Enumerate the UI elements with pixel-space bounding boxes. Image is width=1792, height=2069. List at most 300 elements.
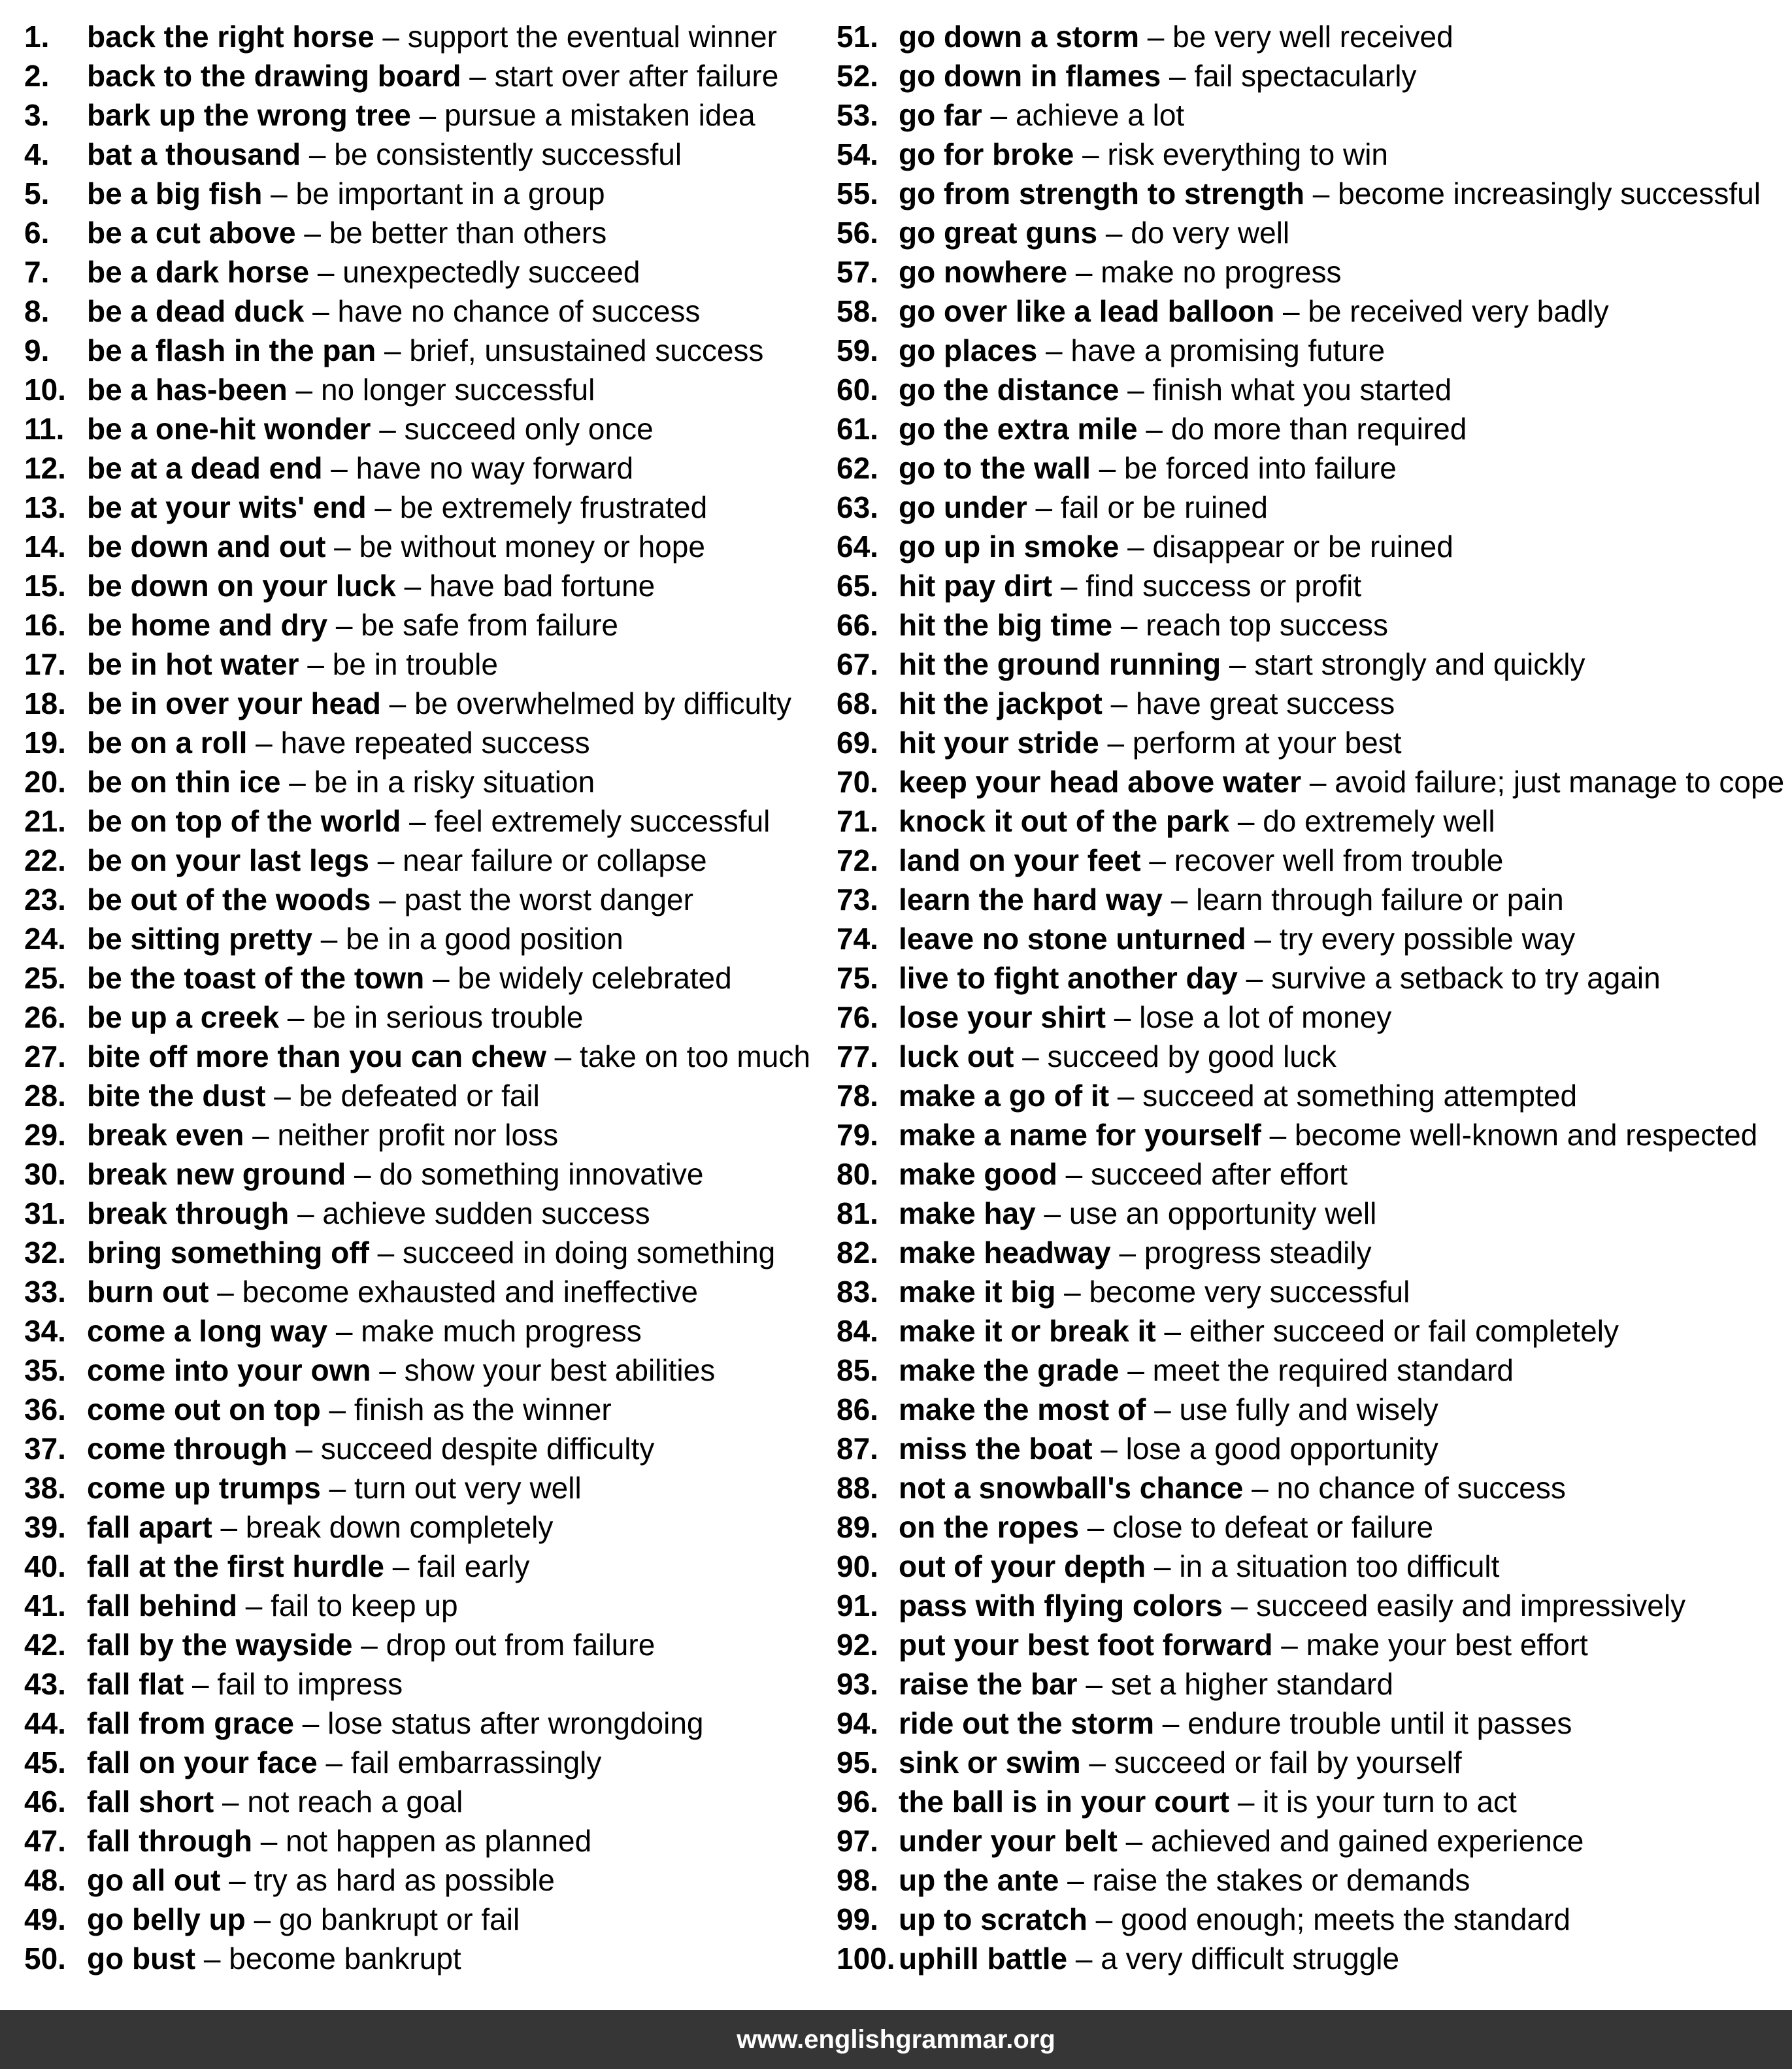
- dash-separator: –: [309, 255, 343, 289]
- item-number: 53.: [837, 98, 878, 132]
- idiom-term: pass with flying colors: [899, 1589, 1223, 1623]
- idiom-entry: [87, 1076, 540, 1115]
- idiom-entry: [87, 56, 778, 95]
- idiom-definition: succeed at something attempted: [1142, 1079, 1578, 1113]
- dash-separator: –: [1222, 1589, 1257, 1623]
- idiom-definition: try as hard as possible: [254, 1863, 555, 1897]
- idiom-term: come up trumps: [87, 1471, 321, 1505]
- idiom-entry: [899, 1311, 1619, 1351]
- idiom-definition: lose status after wrongdoing: [327, 1706, 704, 1740]
- idiom-entry: [899, 605, 1388, 645]
- footer-website-link[interactable]: www.englishgrammar.org: [737, 2025, 1055, 2054]
- idiom-list-item: [24, 1507, 821, 1547]
- item-number: 58.: [837, 294, 878, 328]
- idiom-entry: [87, 1115, 558, 1154]
- dash-separator: –: [320, 1471, 354, 1505]
- idiom-definition: become exhausted and ineffective: [242, 1275, 698, 1309]
- idiom-list-item: [837, 17, 1784, 56]
- idiom-entry: [87, 1821, 591, 1860]
- dash-separator: –: [1112, 608, 1146, 642]
- idiom-list-item: [837, 1194, 1784, 1233]
- idiom-definition: find success or profit: [1086, 569, 1362, 603]
- dash-separator: –: [299, 647, 333, 681]
- dash-separator: –: [1110, 1236, 1144, 1270]
- idiom-term: back to the drawing board: [87, 59, 461, 93]
- idiom-definition: progress steadily: [1144, 1236, 1372, 1270]
- idiom-term: ride out the storm: [899, 1706, 1155, 1740]
- dash-separator: –: [376, 333, 410, 367]
- item-number: 31.: [24, 1196, 66, 1230]
- idiom-definition: neither profit nor loss: [277, 1118, 559, 1152]
- idiom-entry: [899, 1547, 1499, 1586]
- dash-separator: –: [237, 1589, 271, 1623]
- idiom-list-item: [24, 1115, 821, 1154]
- idiom-definition: be extremely frustrated: [399, 490, 708, 524]
- idiom-definition: be without money or hope: [359, 530, 705, 564]
- idiom-definition: perform at your best: [1132, 726, 1402, 760]
- idiom-term: break new ground: [87, 1157, 346, 1191]
- idiom-definition: be defeated or fail: [299, 1079, 540, 1113]
- idiom-definition: break down completely: [245, 1510, 554, 1544]
- idiom-entry: [899, 1272, 1410, 1311]
- idiom-list-item: [837, 95, 1784, 135]
- dash-separator: –: [1055, 1275, 1089, 1309]
- dash-separator: –: [366, 490, 400, 524]
- idiom-term: make it big: [899, 1275, 1056, 1309]
- idiom-definition: near failure or collapse: [403, 843, 707, 877]
- idiom-entry: [87, 841, 707, 880]
- dash-separator: –: [265, 1079, 299, 1113]
- idiom-entry: [899, 17, 1453, 56]
- item-number: 15.: [24, 569, 66, 603]
- idiom-entry: [87, 1704, 704, 1743]
- item-number: 72.: [837, 843, 878, 877]
- dash-separator: –: [1155, 1314, 1189, 1348]
- idiom-term: on the ropes: [899, 1510, 1080, 1544]
- idiom-term: burn out: [87, 1275, 209, 1309]
- idiom-term: be up a creek: [87, 1000, 280, 1034]
- idiom-definition: go bankrupt or fail: [278, 1902, 520, 1936]
- idiom-term: hit your stride: [899, 726, 1099, 760]
- idiom-definition: succeed only once: [404, 412, 654, 446]
- idiom-list-item: [837, 1860, 1784, 1900]
- idiom-entry: [899, 762, 1784, 801]
- item-number: 64.: [837, 530, 878, 564]
- dash-separator: –: [1229, 1785, 1263, 1819]
- item-number: 36.: [24, 1392, 66, 1426]
- item-number: 6.: [24, 216, 50, 250]
- idiom-list-item: [837, 762, 1784, 801]
- idiom-list-item: [24, 252, 821, 292]
- idiom-list-item: [24, 1429, 821, 1468]
- dash-separator: –: [1109, 1079, 1143, 1113]
- idiom-entry: [87, 1311, 642, 1351]
- idiom-list-item: [24, 488, 821, 527]
- item-number: 74.: [837, 922, 878, 956]
- idiom-definition: in a situation too difficult: [1179, 1549, 1500, 1583]
- idiom-list-item: [24, 1704, 821, 1743]
- item-number: 65.: [837, 569, 878, 603]
- idiom-term: make the most of: [899, 1392, 1146, 1426]
- idiom-entry: [899, 1154, 1348, 1194]
- idiom-list-left-column: [24, 17, 821, 1978]
- idiom-definition: fail to impress: [217, 1667, 403, 1701]
- idiom-entry: [899, 723, 1402, 762]
- dash-separator: –: [1102, 686, 1136, 720]
- idiom-term: fall at the first hurdle: [87, 1549, 384, 1583]
- idiom-list-item: [24, 448, 821, 488]
- idiom-entry: [87, 1743, 601, 1782]
- idiom-list-item: [837, 1154, 1784, 1194]
- idiom-term: land on your feet: [899, 843, 1141, 877]
- idiom-entry: [899, 841, 1503, 880]
- dash-separator: –: [371, 1353, 405, 1387]
- idiom-term: back the right horse: [87, 20, 374, 54]
- idiom-list-item: [24, 1664, 821, 1704]
- idiom-term: fall through: [87, 1824, 252, 1858]
- dash-separator: –: [295, 216, 329, 250]
- dash-separator: –: [244, 1118, 278, 1152]
- item-number: 81.: [837, 1196, 878, 1230]
- idiom-entry: [87, 527, 705, 566]
- idiom-list-item: [24, 1860, 821, 1900]
- idiom-list-item: [24, 409, 821, 448]
- item-number: 11.: [24, 412, 65, 446]
- idiom-definition: recover well from trouble: [1174, 843, 1504, 877]
- dash-separator: –: [1161, 59, 1195, 93]
- idiom-list-item: [24, 605, 821, 645]
- item-number: 18.: [24, 686, 66, 720]
- idiom-term: up to scratch: [899, 1902, 1087, 1936]
- idiom-list-item: [837, 1704, 1784, 1743]
- idiom-term: break even: [87, 1118, 244, 1152]
- idiom-list-item: [24, 370, 821, 409]
- idiom-term: under your belt: [899, 1824, 1118, 1858]
- idiom-entry: [899, 1821, 1584, 1860]
- idiom-definition: start strongly and quickly: [1254, 647, 1585, 681]
- dash-separator: –: [371, 883, 405, 917]
- idiom-list-item: [837, 605, 1784, 645]
- dash-separator: –: [184, 1667, 218, 1701]
- idiom-definition: succeed after effort: [1090, 1157, 1348, 1191]
- dash-separator: –: [1067, 255, 1101, 289]
- dash-separator: –: [294, 1706, 328, 1740]
- idiom-term: be in hot water: [87, 647, 299, 681]
- idiom-definition: make your best effort: [1306, 1628, 1588, 1662]
- idiom-list-item: [837, 1821, 1784, 1860]
- dash-separator: –: [287, 373, 321, 407]
- idiom-term: be down on your luck: [87, 569, 396, 603]
- idiom-entry: [899, 1586, 1685, 1625]
- idiom-definition: feel extremely successful: [434, 804, 771, 838]
- idiom-list-item: [837, 1547, 1784, 1586]
- dash-separator: –: [369, 1236, 403, 1270]
- idiom-term: come through: [87, 1432, 288, 1466]
- dash-separator: –: [1146, 1392, 1180, 1426]
- item-number: 68.: [837, 686, 878, 720]
- idiom-entry: [87, 605, 618, 645]
- idiom-definition: make no progress: [1101, 255, 1342, 289]
- item-number: 40.: [24, 1549, 66, 1583]
- item-number: 84.: [837, 1314, 878, 1348]
- idiom-entry: [87, 1625, 655, 1664]
- item-number: 92.: [837, 1628, 878, 1662]
- dash-separator: –: [1301, 765, 1335, 799]
- dash-separator: –: [1146, 1549, 1180, 1583]
- dash-separator: –: [410, 98, 445, 132]
- idiom-list-item: [24, 723, 821, 762]
- dash-separator: –: [327, 1314, 361, 1348]
- idiom-list-item: [837, 645, 1784, 684]
- item-number: 63.: [837, 490, 878, 524]
- idiom-entry: [87, 213, 606, 252]
- idiom-definition: be consistently successful: [334, 137, 682, 171]
- idiom-list-item: [837, 448, 1784, 488]
- idiom-term: be at a dead end: [87, 451, 323, 485]
- idiom-term: miss the boat: [899, 1432, 1093, 1466]
- idiom-term: be on thin ice: [87, 765, 281, 799]
- idiom-term: go up in smoke: [899, 530, 1120, 564]
- dash-separator: –: [1221, 647, 1255, 681]
- idiom-term: be on top of the world: [87, 804, 401, 838]
- idiom-term: go for broke: [899, 137, 1074, 171]
- dash-separator: –: [380, 686, 415, 720]
- idiom-definition: pursue a mistaken idea: [444, 98, 755, 132]
- dash-separator: –: [374, 20, 408, 54]
- item-number: 54.: [837, 137, 878, 171]
- dash-separator: –: [289, 1196, 323, 1230]
- idiom-entry: [899, 880, 1564, 919]
- idiom-term: be sitting pretty: [87, 922, 313, 956]
- idiom-list-item: [24, 998, 821, 1037]
- idiom-definition: succeed despite difficulty: [320, 1432, 655, 1466]
- dash-separator: –: [1057, 1157, 1091, 1191]
- idiom-entry: [87, 1939, 461, 1978]
- idiom-list-item: [837, 566, 1784, 605]
- dash-separator: –: [245, 1902, 279, 1936]
- idiom-term: uphill battle: [899, 1942, 1068, 1976]
- idiom-term: go bust: [87, 1942, 196, 1976]
- item-number: 32.: [24, 1236, 66, 1270]
- item-number: 89.: [837, 1510, 878, 1544]
- idiom-term: be at your wits' end: [87, 490, 367, 524]
- idiom-definition: do extremely well: [1263, 804, 1495, 838]
- idiom-term: fall by the wayside: [87, 1628, 353, 1662]
- idiom-definition: finish as the winner: [354, 1392, 612, 1426]
- idiom-list-item: [24, 17, 821, 56]
- idiom-term: go the distance: [899, 373, 1120, 407]
- idiom-entry: [899, 801, 1495, 841]
- idiom-entry: [899, 448, 1397, 488]
- item-number: 57.: [837, 255, 878, 289]
- idiom-definition: become increasingly successful: [1338, 177, 1761, 210]
- idiom-entry: [87, 684, 791, 723]
- dash-separator: –: [1117, 1824, 1151, 1858]
- idiom-term: be down and out: [87, 530, 326, 564]
- idiom-list-item: [24, 1233, 821, 1272]
- idiom-term: go great guns: [899, 216, 1098, 250]
- idiom-list-item: [837, 1743, 1784, 1782]
- idiom-entry: [87, 1900, 520, 1939]
- idiom-entry: [87, 1390, 612, 1429]
- dash-separator: –: [247, 726, 281, 760]
- item-number: 47.: [24, 1824, 66, 1858]
- idiom-entry: [899, 1115, 1757, 1154]
- idiom-entry: [899, 56, 1416, 95]
- idiom-list-item: [24, 841, 821, 880]
- idiom-entry: [87, 1547, 529, 1586]
- idiom-entry: [899, 292, 1609, 331]
- idiom-entry: [87, 331, 763, 370]
- idiom-definition: lose a lot of money: [1139, 1000, 1392, 1034]
- idiom-entry: [87, 1154, 703, 1194]
- dash-separator: –: [384, 1549, 418, 1583]
- idiom-entry: [899, 174, 1761, 213]
- idiom-list-item: [837, 1311, 1784, 1351]
- idiom-list-item: [24, 1390, 821, 1429]
- idiom-list-item: [24, 292, 821, 331]
- idiom-list-item: [837, 1939, 1784, 1978]
- item-number: 61.: [837, 412, 878, 446]
- idiom-entry: [899, 645, 1585, 684]
- idiom-list-item: [837, 801, 1784, 841]
- idiom-definition: do more than required: [1170, 412, 1467, 446]
- item-number: 75.: [837, 961, 878, 995]
- item-number: 93.: [837, 1667, 878, 1701]
- idiom-entry: [899, 370, 1452, 409]
- idiom-term: raise the bar: [899, 1667, 1078, 1701]
- idiom-entry: [899, 1860, 1470, 1900]
- idiom-definition: be very well received: [1172, 20, 1453, 54]
- item-number: 98.: [837, 1863, 878, 1897]
- dash-separator: –: [195, 1942, 229, 1976]
- item-number: 20.: [24, 765, 66, 799]
- dash-separator: –: [1243, 1471, 1277, 1505]
- dash-separator: –: [1037, 333, 1071, 367]
- idiom-definition: avoid failure; just manage to cope: [1335, 765, 1785, 799]
- idiom-entry: [87, 1429, 654, 1468]
- idiom-definition: become very successful: [1089, 1275, 1410, 1309]
- dash-separator: –: [1092, 1432, 1126, 1466]
- item-number: 27.: [24, 1039, 66, 1073]
- idiom-definition: fail to keep up: [271, 1589, 458, 1623]
- dash-separator: –: [1137, 412, 1171, 446]
- idiom-entry: [87, 448, 633, 488]
- idiom-list-item: [837, 1782, 1784, 1821]
- item-number: 91.: [837, 1589, 878, 1623]
- idiom-list-item: [837, 1900, 1784, 1939]
- item-number: 52.: [837, 59, 878, 93]
- idiom-term: hit pay dirt: [899, 569, 1053, 603]
- idiom-term: hit the jackpot: [899, 686, 1103, 720]
- idiom-list-item: [24, 1743, 821, 1782]
- dash-separator: –: [1119, 530, 1153, 564]
- item-number: 70.: [837, 765, 878, 799]
- item-number: 96.: [837, 1785, 878, 1819]
- dash-separator: –: [1274, 294, 1308, 328]
- idiom-list-item: [24, 1782, 821, 1821]
- idiom-term: be a big fish: [87, 177, 263, 210]
- dash-separator: –: [1162, 883, 1197, 917]
- idiom-list-item: [24, 1939, 821, 1978]
- dash-separator: –: [304, 294, 338, 328]
- idiom-list-item: [837, 370, 1784, 409]
- idiom-term: be on a roll: [87, 726, 248, 760]
- idiom-entry: [899, 1037, 1336, 1076]
- idiom-list-item: [24, 1900, 821, 1939]
- dash-separator: –: [287, 1432, 321, 1466]
- idiom-term: be a flash in the pan: [87, 333, 376, 367]
- idiom-definition: achieved and gained experience: [1150, 1824, 1584, 1858]
- item-number: 35.: [24, 1353, 66, 1387]
- idiom-entry: [899, 1743, 1462, 1782]
- item-number: 56.: [837, 216, 878, 250]
- idiom-term: keep your head above water: [899, 765, 1302, 799]
- idiom-term: hit the big time: [899, 608, 1113, 642]
- idiom-list-item: [837, 998, 1784, 1037]
- idiom-definition: reach top success: [1146, 608, 1389, 642]
- idiom-term: make hay: [899, 1196, 1036, 1230]
- idiom-entry: [899, 488, 1268, 527]
- idiom-list-item: [837, 252, 1784, 292]
- idiom-term: be a dead duck: [87, 294, 305, 328]
- item-number: 60.: [837, 373, 878, 407]
- idiom-list-item: [24, 645, 821, 684]
- dash-separator: –: [1154, 1706, 1188, 1740]
- idiom-term: hit the ground running: [899, 647, 1221, 681]
- item-number: 71.: [837, 804, 878, 838]
- idiom-list-item: [24, 56, 821, 95]
- item-number: 34.: [24, 1314, 66, 1348]
- item-number: 90.: [837, 1549, 878, 1583]
- idiom-entry: [899, 409, 1467, 448]
- idiom-definition: past the worst danger: [404, 883, 693, 917]
- idiom-definition: drop out from failure: [386, 1628, 655, 1662]
- item-number: 73.: [837, 883, 878, 917]
- idiom-entry: [87, 645, 498, 684]
- idiom-entry: [899, 1939, 1399, 1978]
- idiom-term: make it or break it: [899, 1314, 1156, 1348]
- idiom-list-item: [837, 1507, 1784, 1547]
- idiom-list-item: [837, 1429, 1784, 1468]
- idiom-entry: [899, 1233, 1372, 1272]
- idiom-term: go places: [899, 333, 1038, 367]
- idiom-list-item: [837, 919, 1784, 958]
- item-number: 44.: [24, 1706, 66, 1740]
- idiom-list-item: [24, 1625, 821, 1664]
- dash-separator: –: [1246, 922, 1280, 956]
- idiom-entry: [899, 1704, 1572, 1743]
- idiom-list-item: [837, 213, 1784, 252]
- idiom-term: learn the hard way: [899, 883, 1163, 917]
- idiom-entry: [87, 1507, 553, 1547]
- dash-separator: –: [1035, 1196, 1069, 1230]
- idiom-entry: [899, 1468, 1566, 1507]
- dash-separator: –: [1087, 1902, 1121, 1936]
- dash-separator: –: [214, 1785, 248, 1819]
- dash-separator: –: [1140, 843, 1174, 877]
- idiom-definition: try every possible way: [1279, 922, 1576, 956]
- item-number: 41.: [24, 1589, 66, 1623]
- idiom-list-item: [24, 174, 821, 213]
- idiom-definition: be in a good position: [346, 922, 623, 956]
- item-number: 87.: [837, 1432, 878, 1466]
- dash-separator: –: [208, 1275, 242, 1309]
- idiom-definition: fail or be ruined: [1060, 490, 1269, 524]
- idiom-term: lose your shirt: [899, 1000, 1106, 1034]
- item-number: 67.: [837, 647, 878, 681]
- item-number: 4.: [24, 137, 50, 171]
